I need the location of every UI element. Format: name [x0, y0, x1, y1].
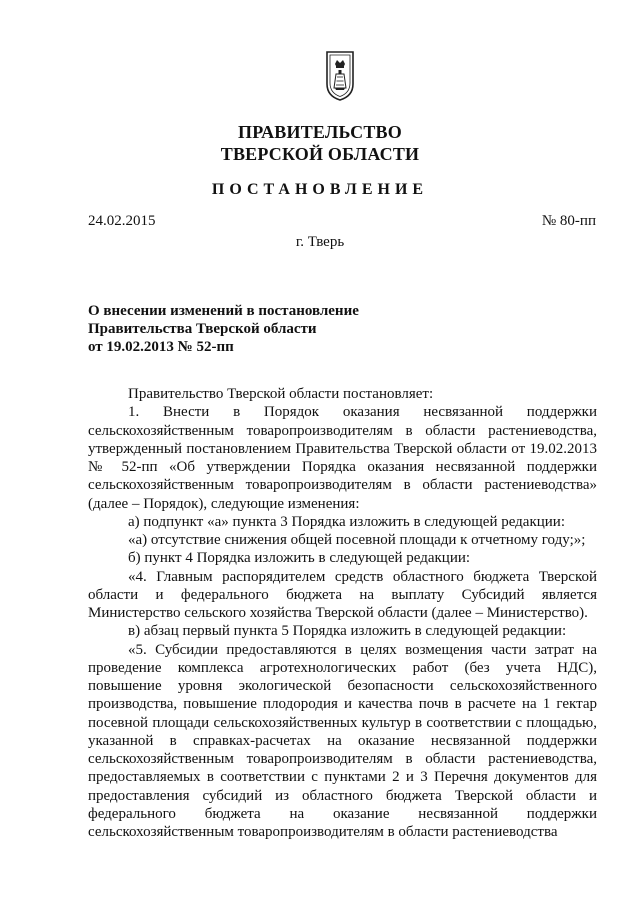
coat-of-arms-icon [325, 50, 355, 102]
subject-line: от 19.02.2013 № 52-пп [88, 339, 234, 355]
body-paragraph: б) пункт 4 Порядка изложить в следующей редакции: [128, 550, 471, 567]
document-number: № 80-пп [541, 213, 596, 229]
document-body [88, 385, 597, 841]
subject-line: Правительства Тверской области [88, 321, 317, 337]
org-name-line-1: ПРАВИТЕЛЬСТВО [238, 122, 402, 142]
body-paragraph: «4. Главным распорядителем средств областного бюджета Тверской области и федерального бюджета на выплату Субсидий является Министерство сельского хозяйства Тверской области (далее – Министерство). [88, 568, 597, 621]
document-date: 24.02.2015 [88, 213, 156, 229]
body-paragraph: Правительство Тверской области постановляет: [128, 386, 434, 402]
subject-line: О внесении изменений в постановление [88, 303, 359, 319]
document-type-title: ПОСТАНОВЛЕНИЕ [211, 181, 429, 198]
body-paragraph: «5. Субсидии предоставляются в целях возмещения части затрат на проведение комплекса агротехнологических работ (без учета НДС), повышение уровня экологической безопасности сельскохозяйственного производства, повышение плодородия и качества почв в расчете на 1 гектар посевной площади сельскохозяйственных культур в соответствии с площадью, указанной в справках-расчетах на оказание несвязанной поддержки сельскохозяйственным товаропроизводителям в области растениеводства, предоставляемых в соответствии с пунктами 2 и 3 Перечня документов для предоставления субсидий из областного бюджета Тверской области и федерального бюджета на оказание несвязанной поддержки сельскохозяйственным товаропроизводителям в области растениеводства [88, 641, 597, 840]
body-paragraph: 1. Внести в Порядок оказания несвязанной поддержки сельскохозяйственным товаропроизводителям в области растениеводства, утвержденный постановлением Правительства Тверской области от 19.02.2013 № 52-пп «Об утверждении Порядка оказания несвязанной поддержки сельскохозяйственным товаропроизводителям в области растениеводства» (далее – Порядок), следующие изменения: [88, 404, 597, 512]
document-subject [88, 302, 448, 356]
document-city: г. Тверь [295, 234, 345, 250]
body-paragraph: в) абзац первый пункта 5 Порядка изложить в следующей редакции: [128, 623, 567, 640]
body-paragraph: а) подпункт «а» пункта 3 Порядка изложить в следующей редакции: [128, 513, 566, 530]
body-paragraph: «а) отсутствие снижения общей посевной площади к отчетному году;»; [128, 532, 586, 548]
org-name-line-2: ТВЕРСКОЙ ОБЛАСТИ [220, 144, 420, 164]
